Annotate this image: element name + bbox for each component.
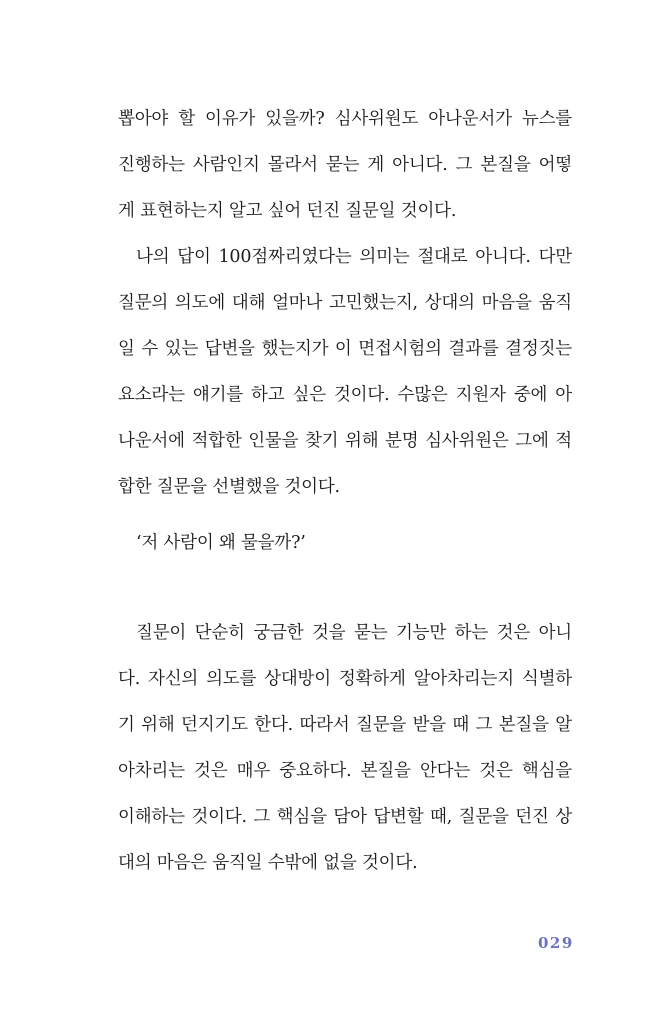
text-line: 질문이 단순히 궁금한 것을 묻는 기능만 하는 것은 아니 — [136, 623, 572, 643]
paragraph-question-purpose — [118, 610, 572, 886]
paragraph-answer-meaning — [118, 234, 572, 510]
text-line: 나의 답이 100점짜리였다는 의미는 절대로 아니다. 다만 — [136, 247, 572, 267]
text-line: 질문의 의도에 대해 얼마나 고민했는지, 상대의 마음을 움직 — [118, 293, 572, 313]
text-line: 게 표현하는지 알고 싶어 던진 질문일 것이다. — [118, 201, 457, 221]
page-number: 029 — [538, 934, 574, 952]
text-line: 이해하는 것이다. 그 핵심을 담아 답변할 때, 질문을 던진 상 — [118, 807, 572, 827]
text-line: 뽑아야 할 이유가 있을까? 심사위원도 아나운서가 뉴스를 — [118, 109, 572, 129]
paragraph-continuation — [118, 96, 572, 234]
text-line: 나운서에 적합한 인물을 찾기 위해 분명 심사위원은 그에 적 — [118, 431, 572, 451]
text-line: 진행하는 사람인지 몰라서 묻는 게 아니다. 그 본질을 어떻 — [118, 155, 572, 175]
text-line: 다. 자신의 의도를 상대방이 정확하게 알아차리는지 식별하 — [118, 669, 572, 689]
text-line: 대의 마음은 움직일 수밖에 없을 것이다. — [118, 853, 418, 873]
text-line: 합한 질문을 선별했을 것이다. — [118, 477, 340, 497]
text-line: 일 수 있는 답변을 했는지가 이 면접시험의 결과를 결정짓는 — [118, 339, 572, 359]
text-line: 요소라는 얘기를 하고 싶은 것이다. 수많은 지원자 중에 아 — [118, 385, 572, 405]
quoted-thought — [118, 520, 572, 566]
text-line: 기 위해 던지기도 한다. 따라서 질문을 받을 때 그 본질을 알 — [118, 715, 572, 735]
text-line: 아차리는 것은 매우 중요하다. 본질을 안다는 것은 핵심을 — [118, 761, 572, 781]
text-line: ‘저 사람이 왜 물을까?’ — [136, 533, 306, 553]
